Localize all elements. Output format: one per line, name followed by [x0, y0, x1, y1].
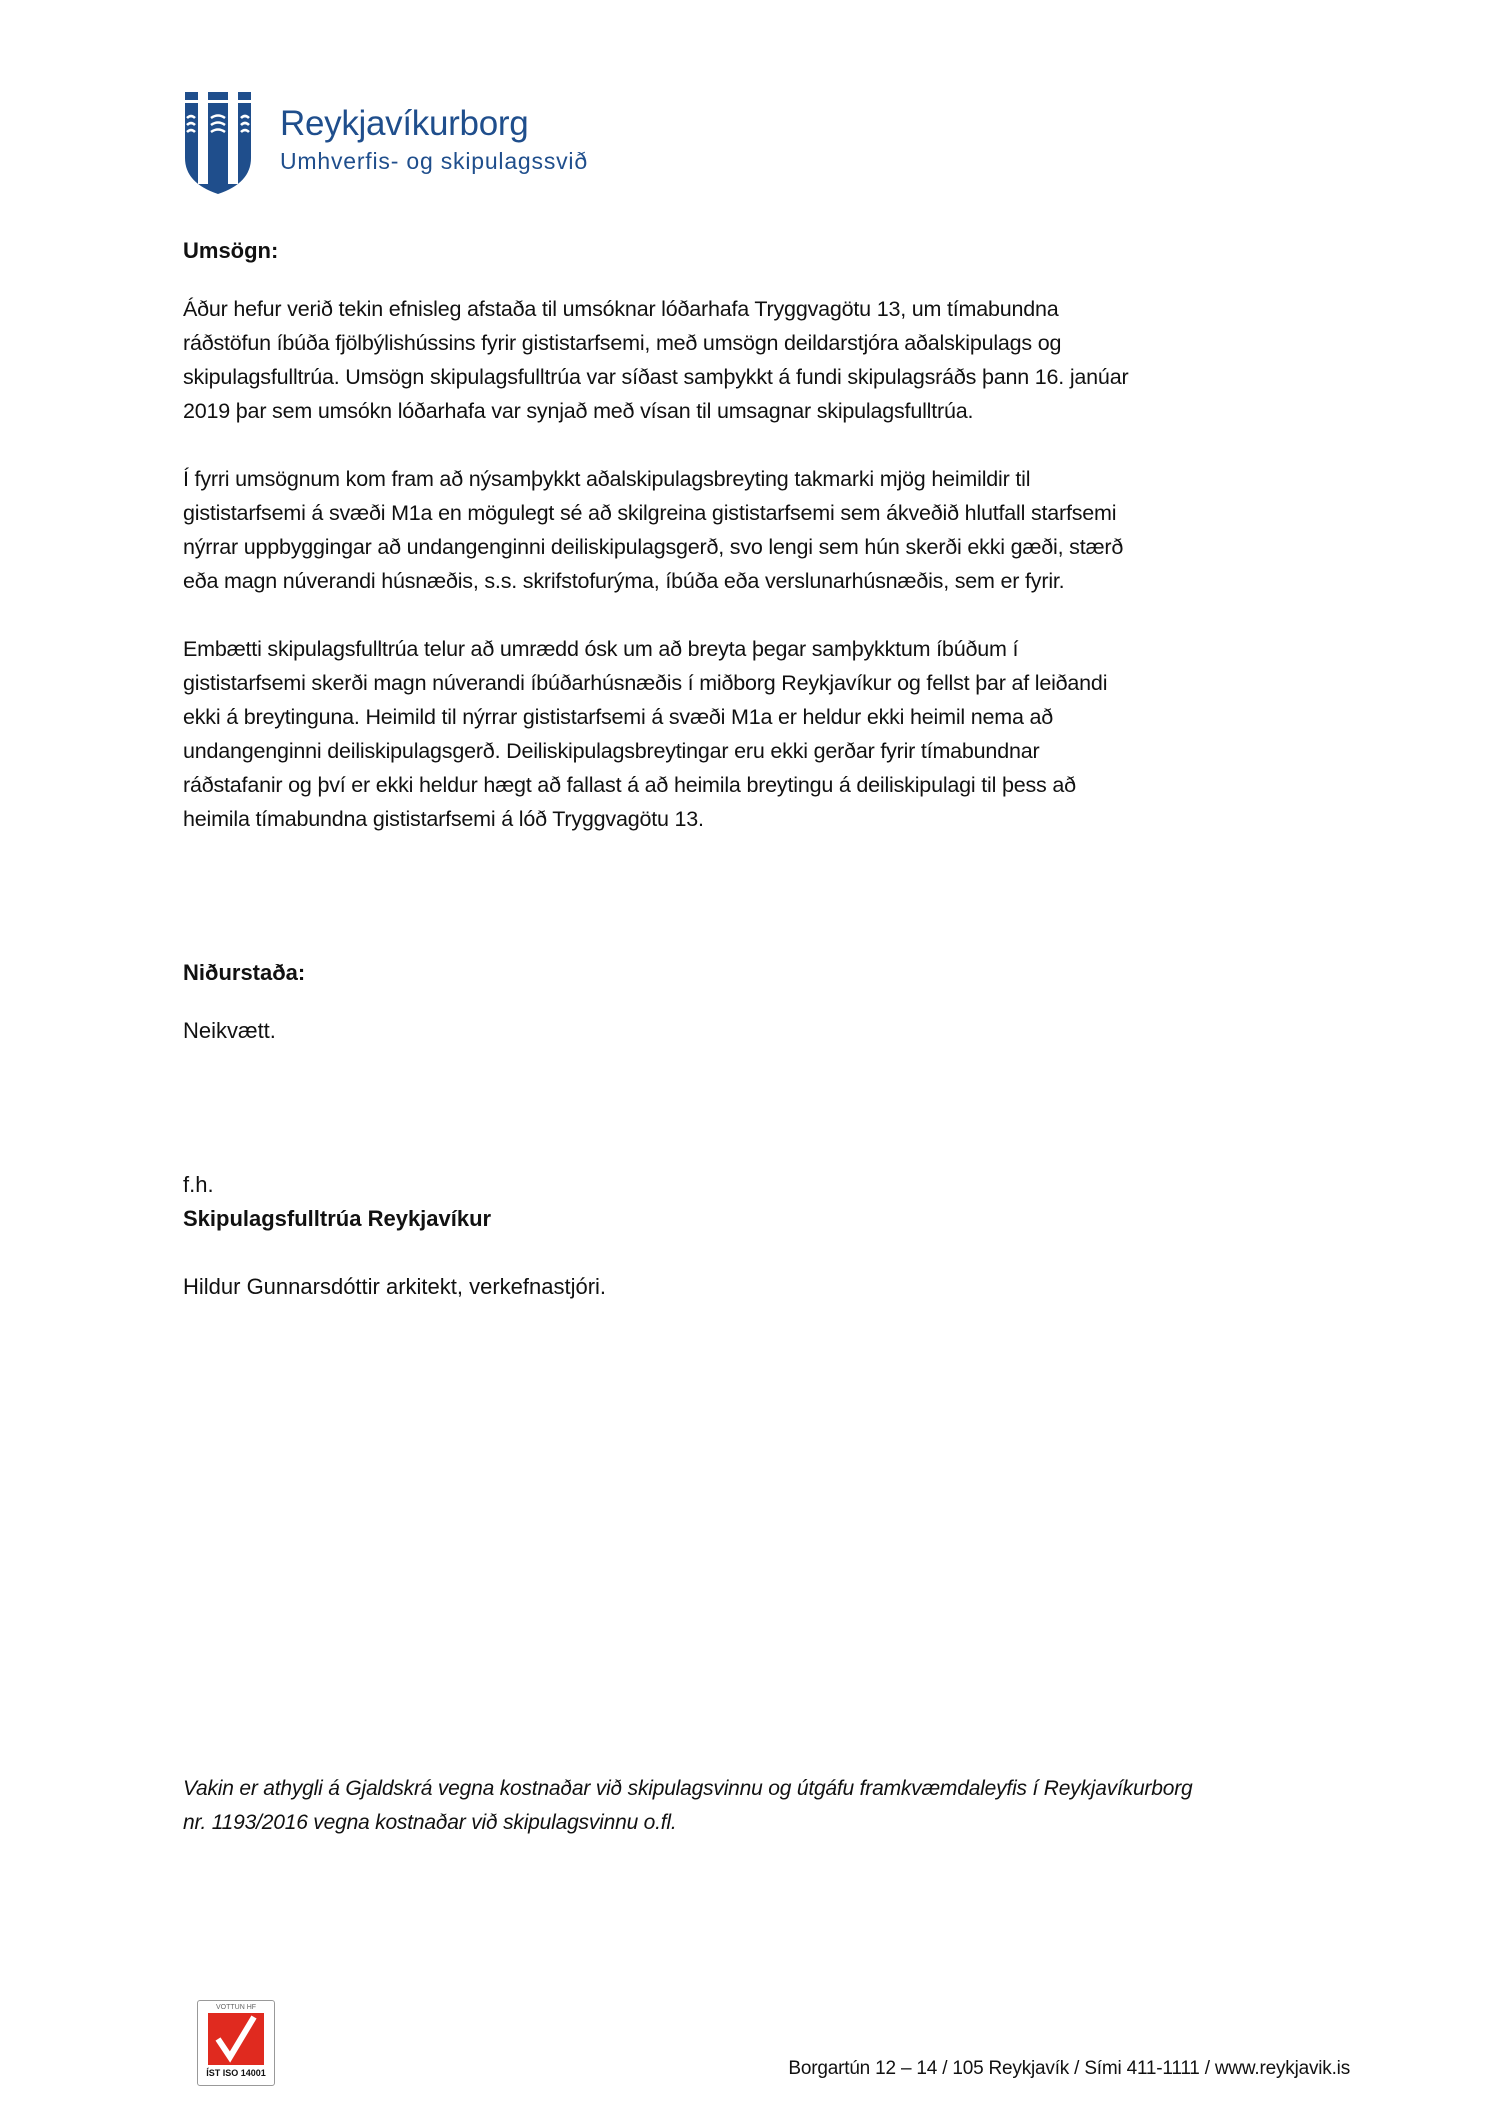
text-line: nýrrar uppbyggingar að undangenginni deiliskipulagsgerð, svo lengi sem hún skerði ekki gæði, stærð: [183, 535, 1124, 559]
text-line: ráðstafanir og því er ekki heldur hægt að fallast á að heimila breytingu á deiliskipulagi til þess að: [183, 773, 1076, 797]
text-line: undangenginni deiliskipulagsgerð. Deiliskipulagsbreytingar eru ekki gerðar fyrir tímabundnar: [183, 739, 1040, 763]
text-line: heimila tímabundna gististarfsemi á lóð Tryggvagötu 13.: [183, 807, 704, 831]
footnote-line: Vakin er athygli á Gjaldskrá vegna kostnaðar við skipulagsvinnu og útgáfu framkvæmdaleyfis í Reykjavíkurborg: [183, 1777, 1193, 1800]
iso-bottom-text: ÍST ISO 14001: [206, 2068, 266, 2078]
text-line: Í fyrri umsögnum kom fram að nýsamþykkt aðalskipulagsbreyting takmarki mjög heimildir til: [183, 467, 1031, 491]
nidurstada-text: Neikvætt.: [183, 1018, 276, 1043]
text-line: ráðstöfun íbúða fjölbýlishússins fyrir gististarfsemi, með umsögn deildarstjóra aðalskipulags og: [183, 331, 1062, 355]
iso-top-text: VOTTUN HF: [215, 2004, 257, 2011]
nidurstada-heading: Niðurstaða:: [183, 960, 306, 985]
footer-address: Borgartún 12 – 14 / 105 Reykjavík / Sími 411-1111 / www.reykjavik.is: [788, 2058, 1350, 2079]
footnote-line: nr. 1193/2016 vegna kostnaðar við skipulagsvinnu o.fl.: [183, 1811, 677, 1834]
text-line: eða magn núverandi húsnæðis, s.s. skrifstofurýma, íbúða eða verslunarhúsnæðis, sem er fyrir.: [183, 569, 1065, 593]
brand-name: Reykjavíkurborg: [280, 104, 529, 143]
signatory-name: Hildur Gunnarsdóttir arkitekt, verkefnastjóri.: [183, 1274, 607, 1299]
footnote: [183, 1772, 1192, 1840]
text-line: 2019 þar sem umsókn lóðarhafa var synjað með vísan til umsagnar skipulagsfulltrúa.: [183, 399, 974, 423]
iso-14001-logo: [197, 2000, 275, 2086]
paragraph-3: [183, 632, 1107, 836]
text-line: Embætti skipulagsfulltrúa telur að umrædd ósk um að breyta þegar samþykktum íbúðum í: [183, 637, 1019, 661]
text-line: Áður hefur verið tekin efnisleg afstaða til umsóknar lóðarhafa Tryggvagötu 13, um tímabundna: [183, 297, 1059, 321]
paragraph-2: [183, 462, 1123, 598]
department-name: Umhverfis- og skipulagssvið: [280, 148, 588, 174]
text-line: gististarfsemi skerði magn núverandi íbúðarhúsnæðis í miðborg Reykjavíkur og fellst þar af leiðandi: [183, 671, 1108, 695]
fh-text: f.h.: [183, 1172, 214, 1197]
text-line: gististarfsemi á svæði M1a en mögulegt sé að skilgreina gististarfsemi sem ákveðið hlutfall starfsemi: [183, 501, 1117, 525]
paragraph-1: [183, 292, 1128, 428]
checkmark-icon: [208, 2013, 264, 2065]
text-line: ekki á breytinguna. Heimild til nýrrar gististarfsemi á svæði M1a er heldur ekki heimil nema að: [183, 705, 1054, 729]
coat-of-arms-icon: [183, 88, 253, 196]
signatory-office: Skipulagsfulltrúa Reykjavíkur: [183, 1206, 492, 1231]
umsogn-heading: Umsögn:: [183, 238, 279, 263]
text-line: skipulagsfulltrúa. Umsögn skipulagsfulltrúa var síðast samþykkt á fundi skipulagsráðs þann 16. janúar: [183, 365, 1129, 389]
